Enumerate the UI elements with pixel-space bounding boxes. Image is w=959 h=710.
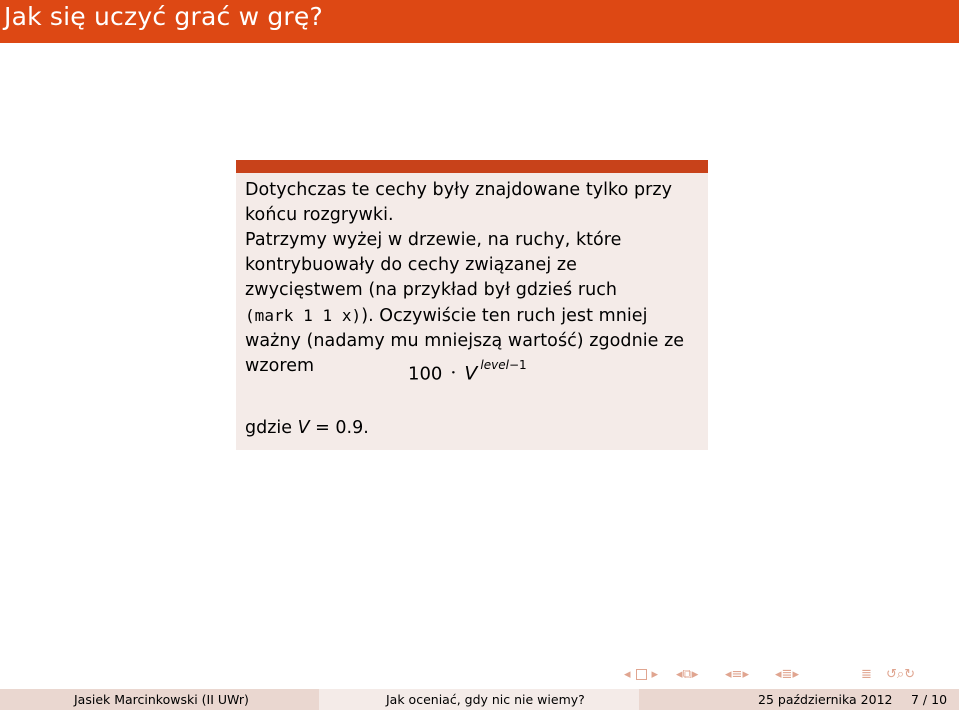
- where-rest: = 0.9.: [315, 418, 369, 438]
- arrow-right-icon[interactable]: ▸: [651, 667, 659, 682]
- content-block: [236, 160, 708, 450]
- subsection-stack-icon[interactable]: ⧉: [682, 667, 692, 682]
- formula-exponent: [480, 358, 526, 372]
- footer-author-segment: [0, 689, 319, 710]
- formula-dot: ·: [450, 362, 457, 385]
- block-line-2: końcu rozgrywki.: [245, 205, 394, 225]
- footer-page-number: 7 / 10: [911, 692, 948, 707]
- footer-bar: [0, 689, 959, 710]
- search-icon[interactable]: ⌕: [896, 667, 905, 682]
- formula-exponent-var: level: [480, 358, 509, 372]
- block-header-strip: [236, 160, 708, 173]
- formula-coefficient: 100: [408, 363, 443, 385]
- formula-base: V: [464, 362, 478, 385]
- nav-frame[interactable]: [624, 665, 658, 685]
- redo-icon[interactable]: ↻: [904, 667, 916, 682]
- align-icon[interactable]: ≣: [861, 667, 872, 682]
- block-line-7: ważny (nadamy mu mniejszą wartość) zgodnie ze: [245, 331, 685, 351]
- arrow-right-icon[interactable]: ▸: [691, 667, 699, 682]
- block-line-6: [245, 303, 705, 329]
- block-line-4: kontrybuowały do cechy związanej ze: [245, 255, 577, 275]
- block-line-8: wzorem: [245, 356, 315, 376]
- nav-slide[interactable]: [775, 665, 799, 685]
- nav-search[interactable]: [886, 665, 915, 685]
- arrow-left-icon[interactable]: ◂: [676, 667, 683, 682]
- footer-title-segment: [319, 689, 639, 710]
- where-var: V: [297, 418, 310, 438]
- arrow-left-icon[interactable]: ◂: [624, 667, 631, 682]
- code-snippet: (mark 1 1 x): [245, 306, 362, 325]
- weight-formula: [408, 358, 527, 385]
- frame-box-icon[interactable]: [636, 669, 647, 680]
- slide-list-icon[interactable]: ≣: [781, 667, 793, 682]
- arrow-right-icon[interactable]: ▸: [792, 667, 799, 682]
- nav-align[interactable]: [861, 665, 872, 685]
- block-line-1: Dotychczas te cechy były znajdowane tylko przy: [245, 180, 673, 200]
- where-prefix: gdzie: [245, 418, 293, 438]
- footer-date: 25 października 2012: [758, 692, 893, 707]
- undo-icon[interactable]: ↺: [886, 667, 897, 682]
- block-line-5: zwycięstwem (na przykład był gdzieś ruch: [245, 280, 618, 300]
- arrow-left-icon[interactable]: ◂: [725, 667, 732, 682]
- nav-section[interactable]: [725, 665, 749, 685]
- formula-exponent-rest: −1: [508, 358, 527, 372]
- footer-talk-title: Jak oceniać, gdy nic nie wiemy?: [386, 692, 585, 707]
- arrow-left-icon[interactable]: ◂: [775, 667, 782, 682]
- footer-author: Jasiek Marcinkowski (II UWr): [74, 692, 249, 707]
- nav-subsection[interactable]: [676, 665, 698, 685]
- footer-date-segment: [639, 689, 959, 710]
- frame-title-bar: [0, 0, 959, 43]
- block-line-3: Patrzymy wyżej w drzewie, na ruchy, które: [245, 230, 622, 250]
- block-line-6-rest: ). Oczywiście ten ruch jest mniej: [361, 306, 648, 326]
- arrow-right-icon[interactable]: ▸: [742, 667, 749, 682]
- section-list-icon[interactable]: ≡: [731, 667, 743, 682]
- where-line: [245, 418, 369, 438]
- frame-title: Jak się uczyć grać w grę?: [4, 2, 323, 31]
- block-body: [245, 178, 705, 379]
